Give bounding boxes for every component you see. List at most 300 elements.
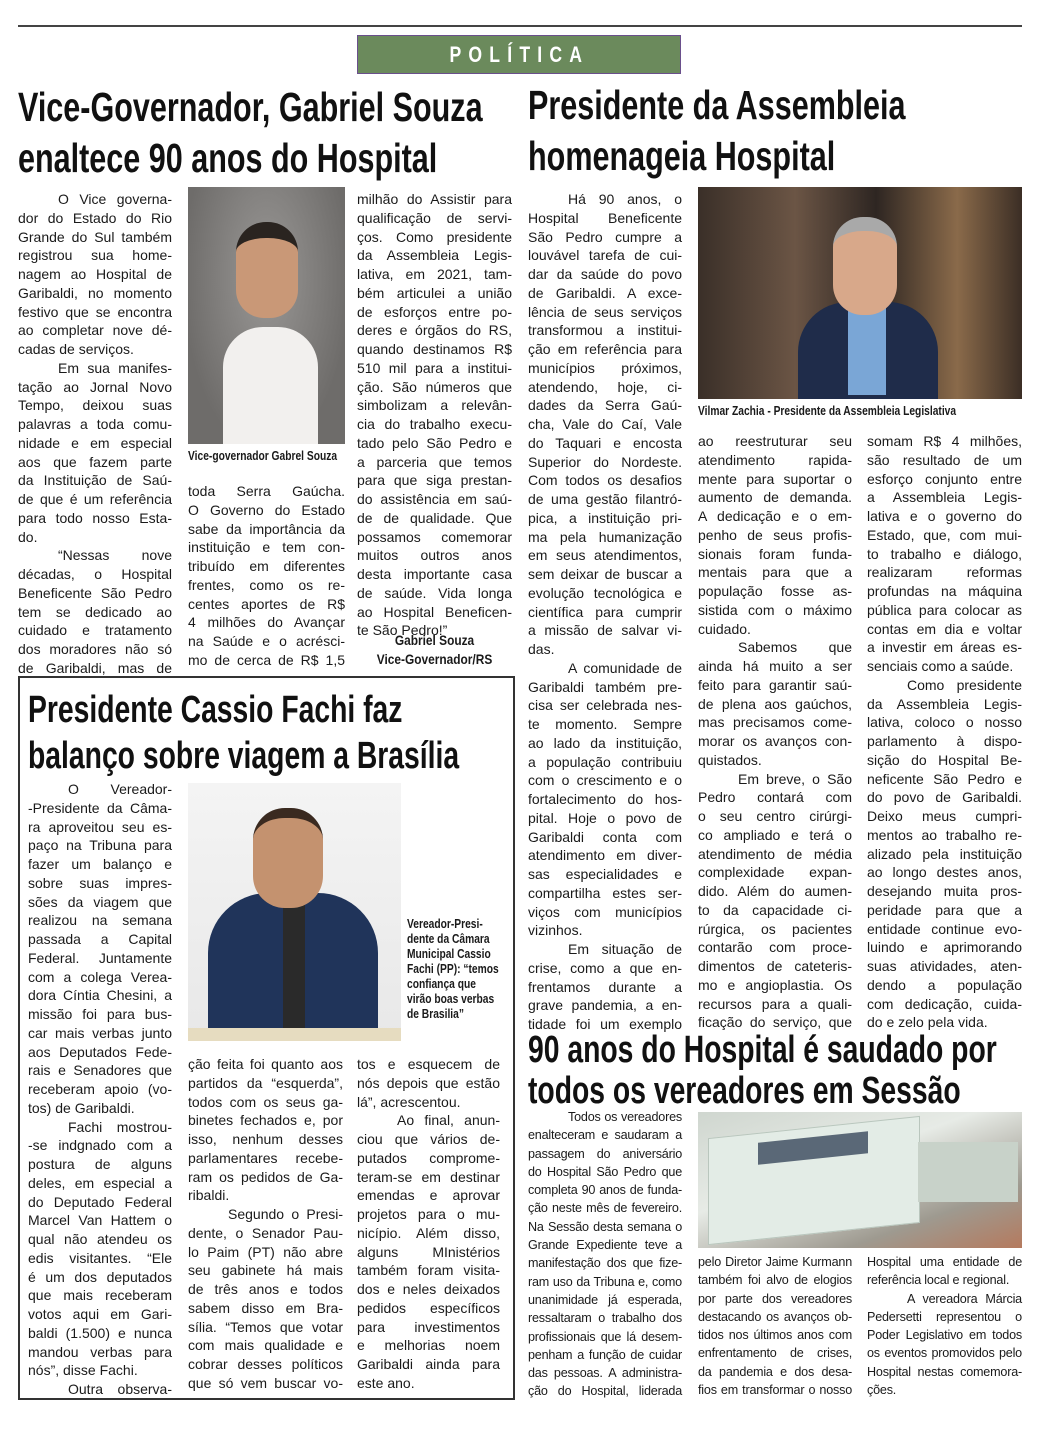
- caption-line: virão boas verbas: [407, 992, 495, 1006]
- text-line: centes aportes de R$: [188, 595, 345, 612]
- text-line: sabem disso em Bra-: [188, 1299, 343, 1316]
- text-line: mandou verbas para: [28, 1343, 172, 1360]
- text-line: realizaram reformas: [867, 564, 1022, 581]
- photo-cassio-fachi: [188, 783, 401, 1041]
- article-column: [188, 482, 345, 670]
- text-line: de três anos e todos: [188, 1281, 343, 1297]
- text-line: ção neste mês de fevereiro.: [528, 1201, 682, 1216]
- text-line: milhão do Assistir para: [357, 191, 512, 207]
- text-line: Fachi mostrou-: [68, 1118, 172, 1135]
- caption-line: dente da Câmara: [407, 932, 490, 946]
- text-line: com o crescimento e o: [528, 772, 682, 789]
- text-line: muitos outros anos: [357, 547, 512, 564]
- text-line: Tempo, deixou suas: [18, 397, 172, 414]
- text-line: qualificação de servi-: [357, 209, 512, 226]
- text-line: Em breve, o São: [738, 770, 852, 787]
- text-line: car mais verbas junto: [28, 1024, 172, 1041]
- text-line: na Saúde e o acrésci-: [188, 633, 345, 649]
- text-line: são resultado de um: [867, 451, 1022, 468]
- article-column: [18, 190, 172, 678]
- text-line: A vereadora Márcia: [907, 1291, 1022, 1306]
- text-line: Pedro contará com: [698, 789, 852, 806]
- text-line: binetes fechados e, por: [188, 1112, 343, 1129]
- text-line: a Assembleia Legis-: [867, 489, 1022, 506]
- text-line: penham a função de cuidar: [528, 1347, 682, 1362]
- text-line: entidade continue evo-: [867, 920, 1022, 937]
- text-line: que só vem buscar vo-: [188, 1374, 343, 1391]
- text-line: ribaldi.: [188, 1187, 230, 1204]
- text-line: atendimento de média: [698, 845, 852, 862]
- text-line: manifestação dos que fize-: [528, 1256, 682, 1271]
- text-line: ção em referência para: [528, 341, 682, 357]
- text-line: ao reestruturar seu: [698, 433, 852, 449]
- text-line: simbolizam a relevân-: [357, 397, 512, 414]
- text-line: rúrgica, os pacientes: [698, 920, 852, 937]
- text-line: Com todos os desafios: [528, 472, 682, 489]
- caption-cassio-fachi: [407, 917, 512, 1022]
- text-line: projetos para o mu-: [357, 1206, 500, 1222]
- text-line: de uma gestão filantró-: [528, 491, 682, 507]
- text-line: sionais foram funda-: [698, 545, 852, 562]
- text-line: peridade para que a: [867, 901, 1022, 918]
- text-line: crise, como a que en-: [528, 959, 682, 976]
- text-line: ao lado da instituição,: [528, 734, 682, 751]
- text-line: lativa, em 2021, tam-: [357, 266, 512, 282]
- text-line: nós”, disse Fachi.: [28, 1362, 138, 1379]
- text-line: transformou a institui-: [528, 322, 682, 339]
- text-line: suas atividades, aten-: [867, 958, 1022, 974]
- text-line: Superior do Nordeste.: [528, 453, 682, 470]
- text-line: de plena aos gaúchos,: [698, 695, 852, 712]
- headline-vice-governador-line2: enaltece 90 anos do Hospital: [18, 135, 438, 181]
- text-line: profundas na máquina: [867, 583, 1022, 599]
- text-line: Estado, que, com mui-: [867, 526, 1022, 543]
- headline-cassio-fachi-line2: balanço sobre viagem a Brasília: [28, 735, 460, 777]
- text-line: ções.: [867, 1383, 897, 1398]
- text-line: Hospital nestas comemora-: [867, 1364, 1022, 1379]
- text-line: profissionais que lá desem-: [528, 1329, 682, 1344]
- text-line: partidos da “esquerda”,: [188, 1074, 343, 1091]
- text-line: edis visitantes. “Ele: [28, 1249, 172, 1266]
- text-line: de esforços entre po-: [357, 303, 512, 320]
- text-line: cisa ser celebrada nes-: [528, 697, 682, 714]
- text-line: Há 90 anos, o: [568, 191, 682, 207]
- text-line: Segundo o Presi-: [228, 1206, 343, 1222]
- text-line: lativa e o governo do: [867, 508, 1022, 524]
- text-line: enfrentamento de crises,: [698, 1346, 852, 1361]
- text-line: ção. São números que: [357, 378, 512, 395]
- text-line: décadas, o Hospital: [18, 566, 172, 582]
- text-line: passada a Capital: [28, 931, 172, 947]
- text-line: dades da Serra Gaú-: [528, 397, 682, 414]
- text-line: desejando muita pros-: [867, 883, 1022, 899]
- text-line: para que siga prestan-: [357, 472, 512, 489]
- text-line: para investimentos: [357, 1318, 500, 1335]
- article-column: [528, 190, 682, 1034]
- text-line: fazer um balanço e: [28, 856, 172, 872]
- text-line: cia do trabalho execu-: [357, 416, 512, 432]
- text-line: Hospital Beneficente: [528, 209, 682, 226]
- text-line: da Assembleia Legis-: [867, 695, 1022, 712]
- text-line: tribuído em diferentes: [188, 558, 345, 574]
- text-line: putados comprome-: [357, 1149, 500, 1166]
- text-line: feito para garantir saú-: [698, 676, 852, 693]
- text-line: 510 mil para a institui-: [357, 359, 512, 376]
- text-line: festivo que se encontra: [18, 303, 172, 320]
- text-line: sas especialidades e: [528, 866, 682, 882]
- text-line: compartilha estes ser-: [528, 884, 682, 901]
- text-line: dora Cíntia Chesini, a: [28, 987, 172, 1004]
- text-line: quistados.: [698, 751, 762, 768]
- text-line: ao completar nove dé-: [18, 322, 172, 339]
- text-line: pública para colocar as: [867, 601, 1022, 618]
- text-line: viços com municípios: [528, 903, 682, 920]
- text-line: pica, a instituição pri-: [528, 509, 682, 526]
- text-line: mente para suportar o: [698, 470, 852, 487]
- headline-vereadores-line1: 90 anos do Hospital é saudado por: [528, 1029, 997, 1071]
- article-column: [28, 780, 172, 1399]
- text-line: Outra observa-: [68, 1381, 172, 1397]
- article-column: [188, 1055, 343, 1393]
- text-line: ra aproveitou seu es-: [28, 818, 172, 835]
- text-line: do povo de Garibaldi.: [867, 789, 1022, 806]
- text-line: to trabalho e diálogo,: [867, 545, 1022, 562]
- section-title: POLÍTICA: [449, 41, 589, 67]
- text-line: contas em dia e voltar: [867, 620, 1022, 637]
- text-line: contarão com proce-: [698, 939, 852, 956]
- text-line: também foram visita-: [357, 1262, 500, 1279]
- text-line: de de qualidade. Que: [357, 509, 512, 526]
- text-line: deres e órgãos do RS,: [357, 322, 512, 339]
- text-line: grave pandemia, a en-: [528, 997, 682, 1014]
- text-line: Grande Expediente teve a: [528, 1238, 682, 1253]
- text-line: quando destinamos R$: [357, 341, 512, 357]
- text-line: sem deixar de buscar a: [528, 566, 682, 582]
- text-line: ma pela humanização: [528, 528, 682, 545]
- text-line: para todo nosso Esta-: [18, 509, 172, 526]
- text-line: de que é um referência: [18, 491, 172, 507]
- caption-gabriel-souza: Vice-governador Gabrel Souza: [188, 449, 338, 463]
- text-line: aos Deputados Fede-: [28, 1043, 172, 1060]
- headline-vice-governador-line1: Vice-Governador, Gabriel Souza: [18, 84, 483, 130]
- text-line: Sabemos que: [738, 639, 852, 656]
- text-line: dos moradores não só: [18, 641, 172, 657]
- text-line: A comunidade de: [568, 659, 682, 676]
- text-line: do.: [18, 528, 38, 545]
- text-line: todos com os seus ga-: [188, 1093, 343, 1110]
- text-line: do Hospital São Pedro que: [528, 1164, 682, 1179]
- text-line: senciais como a saúde.: [867, 658, 1014, 674]
- text-line: mentos ao trabalho re-: [867, 826, 1022, 843]
- caption-line: Municipal Cassio: [407, 947, 491, 961]
- text-line: teram-se em destinar: [357, 1168, 500, 1185]
- text-line: “Nessas nove: [58, 547, 172, 564]
- caption-vilmar-zachia: Vilmar Zachia - Presidente da Assembleia Legislativa: [698, 404, 957, 418]
- text-line: população fosse as-: [698, 583, 852, 599]
- text-line: to da capacidade ci-: [698, 901, 852, 918]
- text-line: dente, o Senador Pau-: [188, 1224, 343, 1241]
- text-line: parlamento à dispo-: [867, 733, 1022, 749]
- headline-assembleia-line1: Presidente da Assembleia: [528, 82, 906, 128]
- text-line: esforço conjunto entre: [867, 470, 1022, 487]
- text-line: seu gabinete há mais: [188, 1262, 343, 1279]
- text-line: a parceria que temos: [357, 453, 512, 470]
- text-line: luindo e aprimorando: [867, 939, 1022, 956]
- text-line: dos e neles deixados: [357, 1281, 500, 1297]
- top-rule: [18, 25, 1022, 27]
- text-line: pital. Hoje o povo de: [528, 809, 682, 826]
- text-line: te momento. Sempre: [528, 716, 682, 732]
- headline-cassio-fachi-line1: Presidente Cassio Fachi faz: [28, 689, 403, 731]
- text-line: vizinhos.: [528, 922, 583, 939]
- text-line: fortalecimento do hos-: [528, 791, 682, 807]
- text-line: tos) de Garibaldi.: [28, 1099, 135, 1116]
- text-line: referência local e regional.: [867, 1273, 1010, 1288]
- text-line: Beneficente São Pedro: [18, 584, 172, 601]
- text-line: Deixo meus cumpri-: [867, 808, 1022, 824]
- text-line: também foi alvo de elogios: [698, 1273, 852, 1288]
- text-line: alguns MInistérios: [357, 1243, 500, 1260]
- text-line: ção do Hospital, liderada: [528, 1384, 682, 1399]
- text-line: palavras a toda comu-: [18, 416, 172, 432]
- text-line: municípios próximos,: [528, 359, 682, 376]
- text-line: postura de alguns: [28, 1156, 172, 1172]
- text-line: emendas e aprovar: [357, 1187, 500, 1204]
- headline-vereadores-line2: todos os vereadores em Sessão: [528, 1070, 961, 1112]
- text-line: dar da saúde do povo: [528, 266, 682, 282]
- text-line: com mais qualidade e: [188, 1337, 343, 1354]
- text-line: dendo a população: [867, 976, 1022, 993]
- text-line: de Garibaldi. A exce-: [528, 284, 682, 301]
- text-line: desta importante casa: [357, 566, 512, 582]
- signature-name: Gabriel Souza: [394, 632, 475, 648]
- text-line: Garibaldi conta com: [528, 828, 682, 845]
- text-line: São Pedro cumpre a: [528, 228, 682, 245]
- text-line: sília. “Temos que votar: [188, 1318, 343, 1335]
- text-line: cobrar desses políticos: [188, 1356, 343, 1372]
- text-line: lativa, coloco o nosso: [867, 714, 1022, 731]
- text-line: de saúde. Vida longa: [357, 584, 512, 601]
- text-line: com a colega Verea-: [28, 968, 172, 985]
- text-line: O Vereador-: [68, 781, 172, 797]
- text-line: de Garibaldi, mas de: [18, 659, 172, 676]
- text-line: Marcel Van Hattem o: [28, 1212, 172, 1229]
- text-line: do e zelo pela vida.: [867, 1014, 988, 1031]
- text-line: morar os avanços con-: [698, 733, 852, 749]
- text-line: deles, em especial a: [28, 1174, 172, 1191]
- text-line: atendimento rapida-: [698, 451, 852, 468]
- text-line: tidos nos últimos anos com: [698, 1328, 852, 1343]
- text-line: ram os pedidos de Ga-: [188, 1168, 343, 1185]
- article-column: [357, 190, 512, 640]
- text-line: atendendo, hoje, ci-: [528, 378, 682, 395]
- text-line: alizado pela instituição: [867, 845, 1022, 862]
- text-line: pelo Diretor Jaime Kurmann: [698, 1255, 852, 1269]
- text-line: cha, Vale do Caí, Vale: [528, 416, 682, 432]
- text-line: tem se dedicado ao: [18, 603, 172, 620]
- text-line: sição do Hospital Be-: [867, 751, 1022, 768]
- text-line: cadas de serviços.: [18, 341, 134, 357]
- text-line: Todos os vereadores: [568, 1110, 682, 1124]
- text-line: neficente São Pedro e: [867, 770, 1022, 787]
- text-line: dimentos de cateteris-: [698, 958, 852, 974]
- text-line: Federal. Juntamente: [28, 949, 172, 966]
- text-line: nidade e em especial: [18, 434, 172, 451]
- text-line: somam R$ 4 milhões,: [867, 433, 1022, 449]
- text-line: paço na Tribuna para: [28, 837, 172, 854]
- text-line: aumento de demanda.: [698, 489, 852, 506]
- text-line: frentes, como os re-: [188, 576, 345, 593]
- text-line: isso, nenhum desses: [188, 1131, 343, 1147]
- article-column: [357, 1055, 500, 1393]
- text-line: complexidade expan-: [698, 864, 852, 881]
- text-line: Como presidente: [907, 676, 1022, 693]
- text-line: A dedicação e o em-: [698, 508, 852, 524]
- text-line: dor do Estado do Rio: [18, 209, 172, 226]
- text-line: por parte dos vereadores: [698, 1291, 852, 1306]
- text-line: -se indgnado com a: [28, 1137, 172, 1154]
- text-line: ram uso da Tribuna e, como: [528, 1274, 682, 1289]
- text-line: das.: [528, 641, 555, 657]
- text-line: enalteceram e saudaram a: [528, 1128, 682, 1143]
- text-line: possamos comemorar: [357, 528, 512, 545]
- text-line: ressaltaram o trabalho dos: [528, 1311, 682, 1326]
- text-line: pedidos específicos: [357, 1299, 500, 1316]
- text-line: das pessoas. A administra-: [528, 1366, 682, 1381]
- text-line: é um dos deputados: [28, 1268, 172, 1285]
- headline-assembleia-line2: homenageia Hospital: [528, 133, 836, 179]
- text-line: do assistência em saú-: [357, 491, 512, 507]
- text-line: nicípio. Além disso,: [357, 1224, 500, 1241]
- text-line: Garibaldi também pre-: [528, 678, 682, 695]
- text-line: mentais para que a: [698, 564, 852, 581]
- text-line: te São Pedro!”: [357, 622, 448, 639]
- text-line: qual não atendeu os: [28, 1231, 172, 1247]
- text-line: Grande do Sul também: [18, 228, 172, 245]
- text-line: baldi (1.500) e nunca: [28, 1324, 172, 1341]
- text-line: ao longo destes anos,: [867, 864, 1022, 881]
- text-line: evolução tecnológica e: [528, 584, 682, 601]
- text-line: completa 90 anos de funda-: [528, 1183, 682, 1198]
- text-line: este ano.: [357, 1374, 415, 1391]
- text-line: o seu centro cirúrgi-: [698, 808, 852, 824]
- text-line: a missão de salvar vi-: [528, 622, 682, 639]
- article-column: [698, 432, 852, 1032]
- text-line: aos que fazem parte: [18, 453, 172, 470]
- text-line: ao Hospital Beneficen-: [357, 603, 512, 620]
- text-line: fios em transformar o nosso: [698, 1383, 852, 1398]
- text-line: votos aqui em Gari-: [28, 1306, 172, 1322]
- text-line: missão foi para bus-: [28, 1006, 172, 1022]
- text-line: rais e Senadores que: [28, 1062, 172, 1079]
- text-line: Na Sessão desta semana o: [528, 1219, 682, 1234]
- text-line: sões da viagem que: [28, 893, 172, 910]
- text-line: Em situação de: [568, 941, 682, 957]
- text-line: ção feita foi quanto aos: [188, 1056, 343, 1072]
- text-line: lência de seus serviços: [528, 303, 682, 320]
- article-column: [867, 432, 1022, 1032]
- text-line: penho de seus profis-: [698, 526, 852, 543]
- text-line: atendimento em diver-: [528, 847, 682, 864]
- text-line: Poder Legislativo em todos: [867, 1328, 1022, 1343]
- text-line: sabe da importância da: [188, 520, 345, 537]
- text-line: frentamos durante a: [528, 978, 682, 995]
- text-line: nagem ao Hospital de: [18, 266, 172, 282]
- text-line: realizou na semana: [28, 912, 172, 929]
- article-column: [698, 1253, 852, 1399]
- text-line: co ampliado e terá o: [698, 826, 852, 843]
- text-line: tidade foi um exemplo: [528, 1016, 682, 1032]
- photo-hospital-building: [698, 1112, 1022, 1248]
- text-line: do Taquari e encosta: [528, 434, 682, 451]
- caption-line: confiança que: [407, 977, 476, 991]
- text-line: dido. Além do aumen-: [698, 883, 852, 899]
- text-line: mo e angioplastia. Os: [698, 976, 852, 993]
- text-line: registrou sua home-: [18, 247, 172, 264]
- text-line: Garibaldi, no momento: [18, 284, 172, 301]
- text-line: científica para cumprir: [528, 603, 682, 620]
- text-line: parlamentares recebe-: [188, 1149, 343, 1166]
- text-line: a população contribuiu: [528, 753, 682, 770]
- caption-line: Vereador-Presi-: [407, 917, 483, 931]
- text-line: cuidado e tratamento: [18, 622, 172, 639]
- text-line: recursos para a quali-: [698, 995, 852, 1012]
- signature-title: Vice-Governador/RS: [376, 651, 493, 667]
- text-line: Em sua manifes-: [58, 359, 172, 376]
- text-line: que mais receberam: [28, 1287, 172, 1304]
- article-column: [528, 1108, 682, 1401]
- text-line: -Presidente da Câma-: [28, 799, 172, 816]
- photo-vilmar-zachia: [698, 187, 1022, 399]
- text-line: ços. Como presidente: [357, 228, 512, 245]
- text-line: toda Serra Gaúcha.: [188, 483, 345, 499]
- text-line: unanimidade já esperada,: [528, 1292, 682, 1307]
- text-line: bém articulei a união: [357, 284, 512, 301]
- text-line: com dedicação, cuida-: [867, 995, 1022, 1012]
- text-line: da Instituição de Saú-: [18, 472, 172, 489]
- text-line: O Governo do Estado: [188, 501, 345, 518]
- text-line: do Deputado Federal: [28, 1193, 172, 1210]
- text-line: lo Paim (PT) não abre: [188, 1243, 343, 1260]
- text-line: 4 milhões do Avançar: [188, 614, 345, 631]
- text-line: Pedersetti representou o: [867, 1309, 1022, 1324]
- text-line: cuidado.: [698, 620, 751, 637]
- text-line: sistida com o máximo: [698, 601, 852, 618]
- text-line: mo de cerca de R$ 1,5: [188, 651, 345, 668]
- text-line: da Assembleia Legis-: [357, 247, 512, 264]
- text-line: mas precisamos come-: [698, 714, 852, 731]
- text-line: instituição e tem con-: [188, 539, 345, 556]
- text-line: O Vice governa-: [58, 191, 172, 207]
- caption-line: de Brasilia”: [407, 1007, 464, 1021]
- text-line: os eventos promovidos pelo: [867, 1346, 1022, 1361]
- text-line: sobre suas impres-: [28, 874, 172, 891]
- photo-gabriel-souza: [188, 187, 345, 444]
- text-line: ainda há muito a ser: [698, 658, 852, 674]
- text-line: ficação do serviço, que: [698, 1014, 852, 1031]
- section-banner: [357, 35, 681, 74]
- text-line: nós depois que estão: [357, 1074, 500, 1091]
- caption-line: Fachi (PP): “temos: [407, 962, 499, 976]
- text-line: destacando os avanços ob-: [698, 1309, 852, 1324]
- text-line: louvável tarefa de cui-: [528, 247, 682, 264]
- text-line: em seus atendimentos,: [528, 547, 682, 564]
- text-line: a investir em áreas es-: [867, 639, 1022, 656]
- text-line: lá”, acrescentou.: [357, 1093, 461, 1110]
- article-column: [867, 1253, 1022, 1399]
- text-line: Hospital uma entidade de: [867, 1255, 1022, 1269]
- text-line: Ao final, anun-: [397, 1112, 500, 1129]
